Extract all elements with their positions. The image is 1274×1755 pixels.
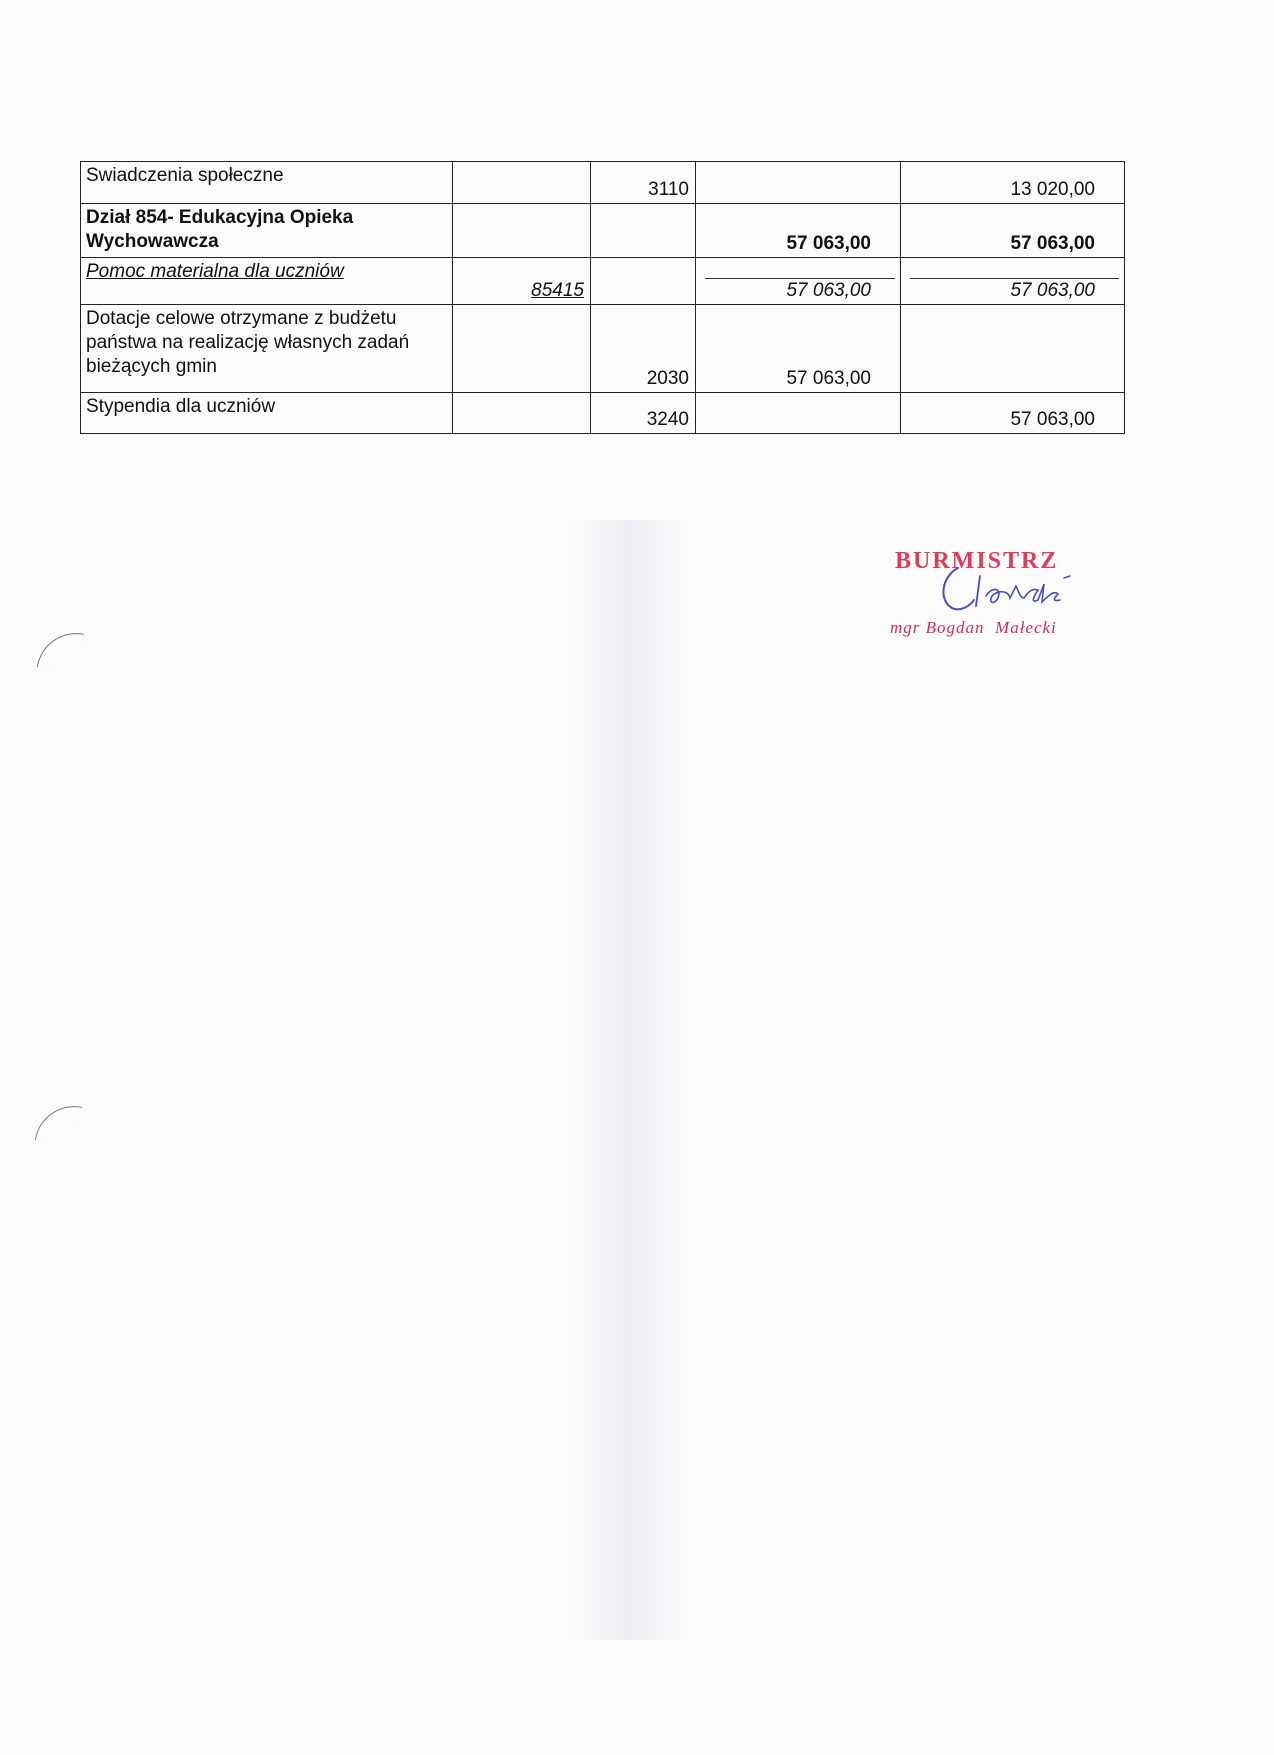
table-row xyxy=(81,305,1125,393)
amount-cell xyxy=(696,162,901,204)
paragraph-code-cell: 3240 xyxy=(591,393,696,434)
budget-table xyxy=(80,161,1125,434)
amount-text: 57 063,00 xyxy=(705,278,895,302)
paragraph-code-cell: 2030 xyxy=(591,305,696,393)
amount-cell: 13 020,00 xyxy=(901,162,1125,204)
paragraph-code-cell xyxy=(591,204,696,258)
row-name-cell: Stypendia dla uczniów xyxy=(81,393,453,434)
handwritten-signature xyxy=(930,556,1100,626)
row-name-cell: Dział 854- Edukacyjna Opieka Wychowawcza xyxy=(81,204,453,258)
row-name-text: Pomoc materialna dla uczniów xyxy=(86,261,344,282)
table-row xyxy=(81,393,1125,434)
section-code-cell xyxy=(453,204,591,258)
section-code-cell xyxy=(453,258,591,305)
punch-hole-mark xyxy=(35,1100,82,1147)
row-name-cell xyxy=(81,258,453,305)
amount-cell xyxy=(901,258,1125,305)
amount-cell xyxy=(696,393,901,434)
section-code-text: 85415 xyxy=(531,280,584,301)
amount-cell: 57 063,00 xyxy=(696,204,901,258)
table-row xyxy=(81,258,1125,305)
amount-cell xyxy=(901,305,1125,393)
amount-cell: 57 063,00 xyxy=(901,204,1125,258)
section-code-cell xyxy=(453,162,591,204)
amount-text: 57 063,00 xyxy=(910,278,1119,302)
punch-hole-mark xyxy=(37,627,84,674)
row-name-cell: Dotacje celowe otrzymane z budżetu państwa na realizację własnych zadań bieżących gmin xyxy=(81,305,453,393)
table-row xyxy=(81,162,1125,204)
section-code-cell xyxy=(453,305,591,393)
stamp-title: BURMISTRZ xyxy=(895,548,1059,574)
mayor-stamp xyxy=(880,548,1110,648)
table-row xyxy=(81,204,1125,258)
stamp-name: mgr Bogdan Małecki xyxy=(890,618,1057,637)
row-name-cell: Swiadczenia społeczne xyxy=(81,162,453,204)
paragraph-code-cell xyxy=(591,258,696,305)
paragraph-code-cell: 3110 xyxy=(591,162,696,204)
scan-shading xyxy=(570,520,690,1640)
amount-cell: 57 063,00 xyxy=(901,393,1125,434)
section-code-cell xyxy=(453,393,591,434)
amount-cell: 57 063,00 xyxy=(696,305,901,393)
amount-cell xyxy=(696,258,901,305)
